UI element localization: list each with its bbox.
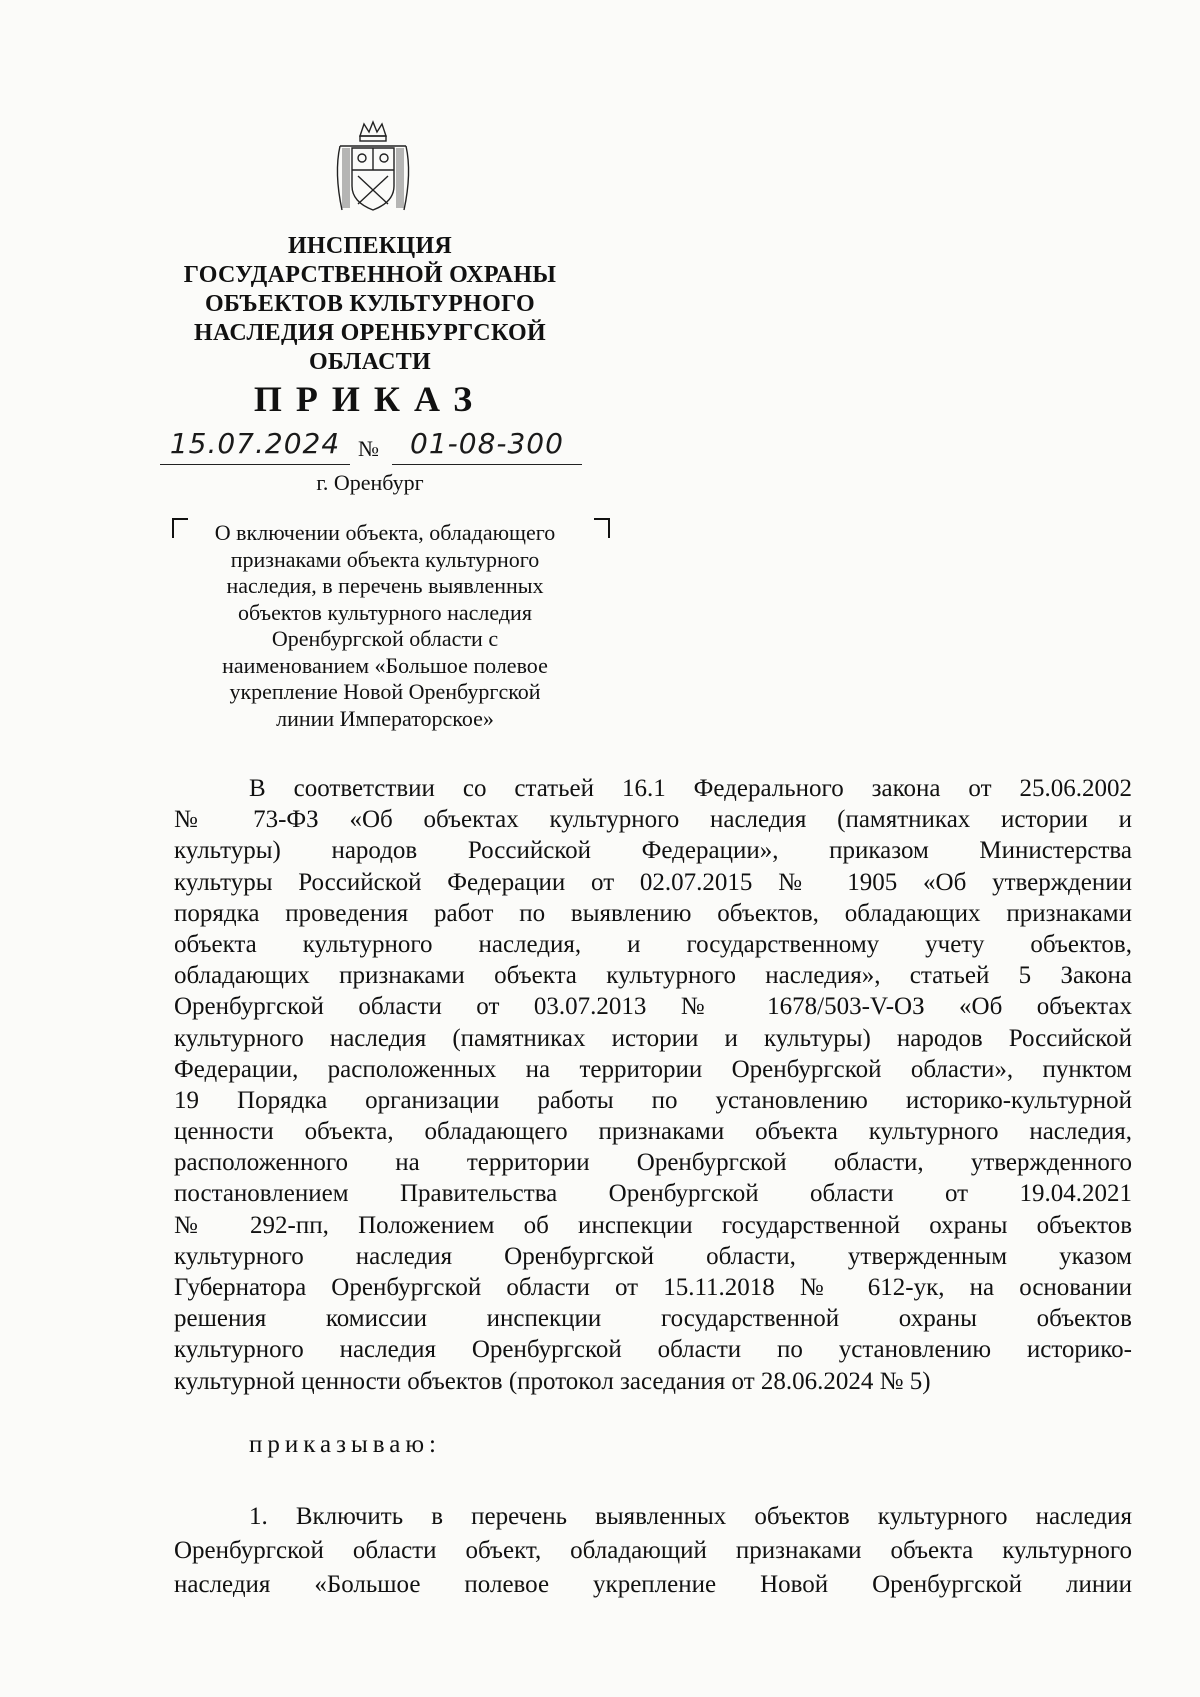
body-line: обладающих признаками объекта культурного наследия», статьей 5 Закона: [174, 962, 1132, 990]
orders-word: приказываю:: [249, 1431, 441, 1458]
subject-line: укрепление Новой Оренбургской: [229, 679, 541, 704]
body-line: № 292-пп, Положением об инспекции государственной охраны объектов: [174, 1211, 1132, 1239]
body-line: культурного наследия Оренбургской области, утвержденным указом: [174, 1242, 1132, 1270]
subject-line: Оренбургской области с: [271, 626, 499, 651]
order-item-1: [174, 1500, 1132, 1602]
subject-line: признаками объекта культурного: [230, 546, 540, 572]
body-line: культуры) народов Российской Федерации», приказом Министерства: [174, 837, 1132, 865]
subject-line: объектов культурного наследия: [238, 599, 532, 625]
org-line: НАСЛЕДИЯ ОРЕНБУРГСКОЙ: [194, 320, 546, 346]
subject-bracket-right: [594, 518, 610, 538]
body-line: В соответствии со статьей 16.1 Федерального закона от 25.06.2002: [249, 775, 1132, 802]
item-line: 1. Включить в перечень выявленных объектов культурного наследия: [249, 1503, 1132, 1530]
subject-line: наименованием «Большое полевое: [222, 652, 548, 678]
org-line: ИНСПЕКЦИЯ: [287, 233, 453, 259]
date-number-line: [160, 424, 590, 468]
city: г. Оренбург: [316, 470, 424, 495]
preamble-paragraph: [174, 773, 1132, 1397]
coat-of-arms-emblem: [330, 118, 416, 218]
body-line: культурного наследия (памятниках истории и культуры) народов Российской: [174, 1024, 1132, 1052]
org-line: ОБЪЕКТОВ КУЛЬТУРНОГО: [204, 291, 536, 317]
subject-block: [175, 520, 595, 732]
body-line: культурной ценности объектов (протокол заседания от 28.06.2024 № 5): [174, 1367, 931, 1395]
subject-line: линии Императорское»: [276, 705, 494, 731]
body-line: решения комиссии инспекции государственной охраны объектов: [174, 1305, 1132, 1333]
body-line: Губернатора Оренбургской области от 15.11.2018 № 612-ук, на основании: [174, 1274, 1132, 1301]
body-line: порядка проведения работ по выявлению объектов, обладающих признаками: [174, 899, 1132, 927]
organization-name: [160, 232, 580, 377]
body-line: ценности объекта, обладающего признаками объекта культурного наследия,: [174, 1118, 1132, 1146]
org-line: ГОСУДАРСТВЕННОЙ ОХРАНЫ: [183, 262, 557, 288]
subject-line: О включении объекта, обладающего: [214, 520, 556, 545]
body-line: Оренбургской области от 03.07.2013 № 1678/503-V-ОЗ «Об объектах: [174, 993, 1132, 1021]
handwritten-number: 01-08-300: [392, 424, 582, 465]
body-line: культурного наследия Оренбургской области по установлению историко-: [174, 1336, 1132, 1364]
org-line: ОБЛАСТИ: [308, 349, 432, 375]
body-line: Федерации, расположенных на территории Оренбургской области», пунктом: [174, 1055, 1132, 1083]
subject-line: наследия, в перечень выявленных: [226, 573, 544, 598]
body-line: № 73-ФЗ «Об объектах культурного наследия (памятниках истории и: [174, 806, 1132, 834]
item-line: наследия «Большое полевое укрепление Новой Оренбургской линии: [174, 1571, 1132, 1598]
body-line: постановлением Правительства Оренбургской области от 19.04.2021: [174, 1180, 1132, 1208]
handwritten-date: 15.07.2024: [160, 424, 350, 465]
item-line: Оренбургской области объект, обладающий признаками объекта культурного: [174, 1537, 1132, 1564]
number-sign: №: [358, 436, 379, 461]
body-line: культуры Российской Федерации от 02.07.2015 № 1905 «Об утверждении: [174, 868, 1132, 896]
body-line: 19 Порядка организации работы по установлению историко-культурной: [174, 1086, 1132, 1114]
body-line: расположенного на территории Оренбургской области, утвержденного: [174, 1149, 1132, 1177]
document-title: ПРИКАЗ: [253, 379, 487, 419]
body-line: объекта культурного наследия, и государственному учету объектов,: [174, 930, 1132, 958]
